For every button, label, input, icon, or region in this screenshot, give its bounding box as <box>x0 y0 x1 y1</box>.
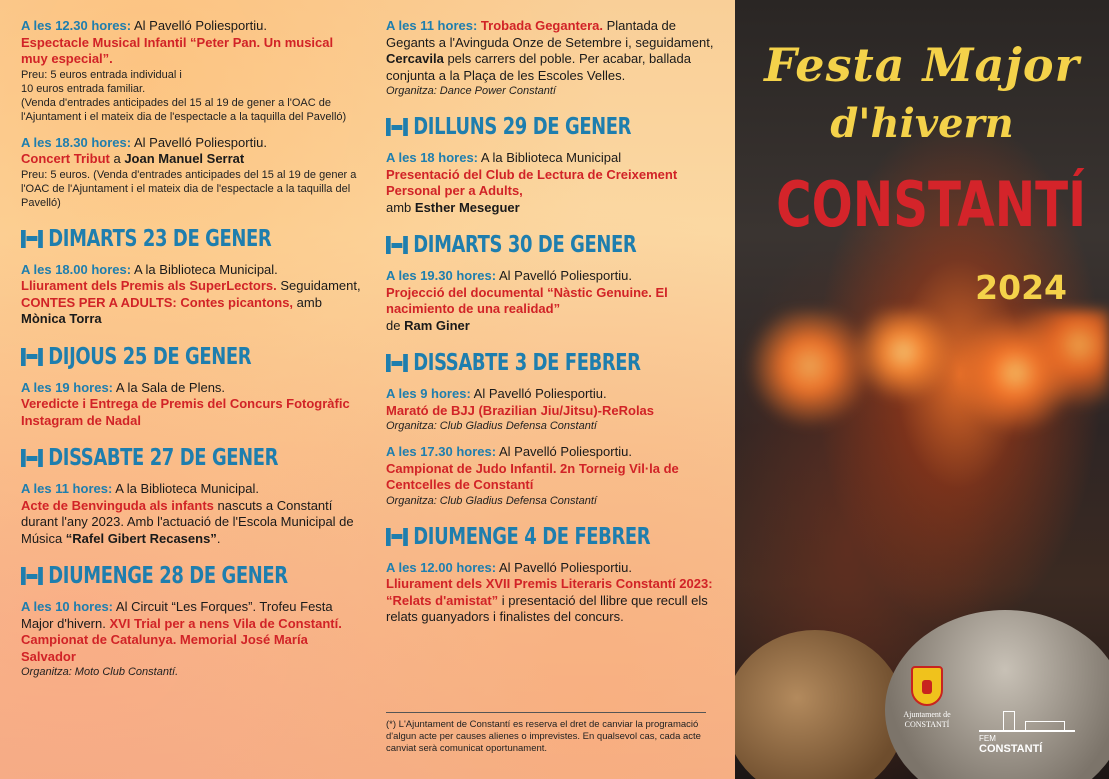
event-entry: A les 17.30 hores: Al Pavelló Poliesportiu. Campionat de Judo Infantil. 2n Torneig Vil·la de Centcelles de Constantí Organitza: Club Gladius Defensa Constantí <box>386 444 679 507</box>
double-arrow-icon <box>21 449 43 467</box>
double-arrow-icon <box>386 118 408 136</box>
double-arrow-icon <box>386 354 408 372</box>
day-header: DIMARTS 30 DE GENER <box>386 232 643 258</box>
town-title: CONSTANTÍ <box>776 168 1087 241</box>
disclaimer-note: (*) L'Ajuntament de Constantí es reserva el dret de canviar la programació d'algun acte per causes alienes o imprevistes. En qualsevol cas, cada acte canviat serà comunicat oportunament. <box>386 712 706 755</box>
day-header: DIJOUS 25 DE GENER <box>21 344 286 370</box>
double-arrow-icon <box>386 528 408 546</box>
cover-panel <box>735 0 1109 779</box>
day-header: DIUMENGE 28 DE GENER <box>21 563 286 589</box>
program-column-1 <box>21 18 361 690</box>
event-entry: A les 11 hores: A la Biblioteca Municipal. Acte de Benvinguda als infants nascuts a Constantí durant l'any 2023. Amb l'actuació de l'Escola Municipal de Música “Rafel Gibert Recasens”. <box>21 481 354 546</box>
festival-title-line2: d'hivern <box>830 100 1014 147</box>
day-header: DISSABTE 3 DE FEBRER <box>386 350 643 376</box>
day-header: DILLUNS 29 DE GENER <box>386 114 643 140</box>
event-entry: A les 18.00 hores: A la Biblioteca Municipal. Lliurament dels Premis als SuperLectors. Seguidament, CONTES PER A ADULTS: Contes picantons, amb Mònica Torra <box>21 261 361 326</box>
fem-constanti-logo: FEM CONSTANTÍ <box>979 712 1075 755</box>
day-header: DISSABTE 27 DE GENER <box>21 445 286 471</box>
event-entry: A les 10 hores: Al Circuit “Les Forques”. Trofeu Festa Major d'hivern. XVI Trial per a nens Vila de Constantí. Campionat de Catalunya. Memorial José María Salvador Organitza: Moto Club Constantí. <box>21 599 342 678</box>
event-entry: A les 11 hores: Trobada Gegantera. Plantada de Gegants a l'Avinguda Onze de Setembre i, seguidament, Cercavila pels carrers del poble. Per acabar, ballada conjunta a la Plaça de les Escoles Velles. Organitza: Dance Power Constantí <box>386 18 714 97</box>
fire-background <box>735 310 1109 450</box>
double-arrow-icon <box>386 236 408 254</box>
day-header: DIMARTS 23 DE GENER <box>21 226 286 252</box>
municipal-logo: Ajuntament de CONSTANTÍ <box>893 666 961 730</box>
skyline-icon <box>979 712 1075 732</box>
event-entry: A les 12.00 hores: Al Pavelló Poliesportiu. Lliurament dels XVII Premis Literaris Constantí 2023: “Relats d'amistat” i presentació del llibre que recull els relats guanyadors i finalistes del concurs. <box>386 559 713 624</box>
event-entry: A les 18 hores: A la Biblioteca Municipal Presentació del Club de Lectura de Creixement Personal per a Adults, amb Esther Meseguer <box>386 150 678 215</box>
day-header: DIUMENGE 4 DE FEBRER <box>386 524 643 550</box>
double-arrow-icon <box>21 567 43 585</box>
event-entry: A les 9 hores: Al Pavelló Poliesportiu. Marató de BJJ (Brazilian Jiu/Jitsu)-ReRolas Organitza: Club Gladius Defensa Constantí <box>386 386 655 432</box>
program-column-2 <box>386 18 716 637</box>
event-entry: A les 19 hores: A la Sala de Plens. Veredicte i Entrega de Premis del Concurs Fotogràfic Instagram de Nadal <box>21 379 350 428</box>
double-arrow-icon <box>21 230 43 248</box>
festival-title-line1: Festa Major <box>764 38 1080 92</box>
coat-of-arms-icon <box>911 666 943 706</box>
event-entry: A les 18.30 hores: Al Pavelló Poliesportiu. Concert Tribut a Joan Manuel Serrat Preu: 5 euros. (Venda d'entrades anticipades del 15 al 19 de gener a l'OAC de l'Ajuntament i el mateix dia de l'espectacle a la taquilla del Pavelló) <box>21 134 357 209</box>
double-arrow-icon <box>21 348 43 366</box>
year-label: 2024 <box>975 268 1067 307</box>
event-entry: A les 19.30 hores: Al Pavelló Poliesportiu. Projecció del documental “Nàstic Genuine. El nacimiento de una realidad” de Ram Giner <box>386 268 668 333</box>
event-entry: A les 12.30 hores: Al Pavelló Poliesportiu. Espectacle Musical Infantil “Peter Pan. Un musical muy especial”. Preu: 5 euros entrada individual i 10 euros entrada familiar. (Venda d'entrades anticipades del 15 al 19 de gener a l'OAC de l'Ajuntament i el mateix dia de l'espectacle a la taquilla del Pavelló) <box>21 18 347 123</box>
bread-image <box>735 630 905 779</box>
